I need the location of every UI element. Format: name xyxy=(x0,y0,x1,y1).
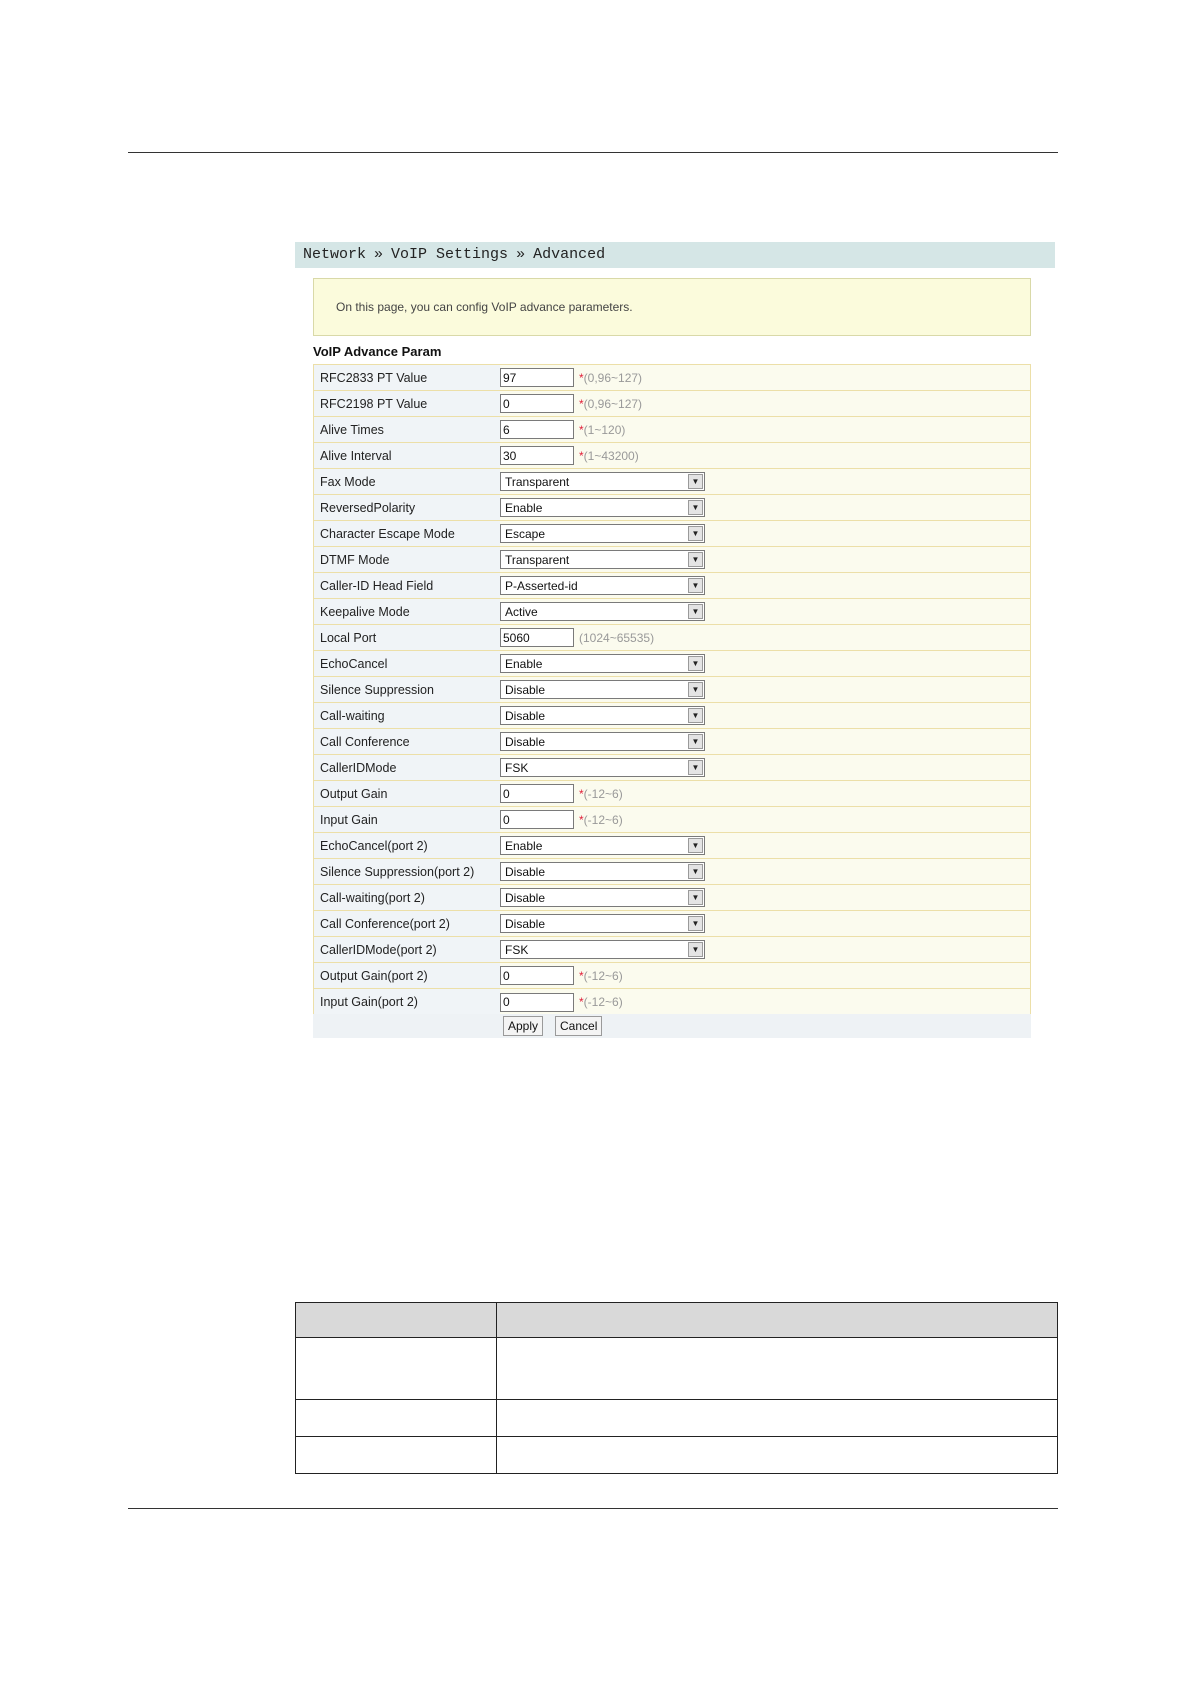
dropdown-arrow-icon[interactable]: ▼ xyxy=(688,708,703,723)
field-hint xyxy=(579,813,623,827)
field-label: CallerIDMode(port 2) xyxy=(314,937,500,962)
select-value: Enable xyxy=(505,500,543,515)
field-value-cell xyxy=(500,472,705,491)
call-conference-port-2-select[interactable] xyxy=(500,914,705,933)
table-cell xyxy=(296,1338,497,1400)
field-value-cell xyxy=(500,602,705,621)
dropdown-arrow-icon[interactable]: ▼ xyxy=(688,526,703,541)
breadcrumb-separator: » xyxy=(374,246,384,263)
section-title: VoIP Advance Param xyxy=(313,344,442,359)
keepalive-mode-select[interactable] xyxy=(500,602,705,621)
hint-range-text: (-12~6) xyxy=(583,968,623,983)
select-value: Disable xyxy=(505,734,546,749)
hint-range-text: (-12~6) xyxy=(583,786,623,801)
rfc2833-pt-value-input[interactable] xyxy=(500,368,574,387)
select-value: Disable xyxy=(505,890,546,905)
rfc2198-pt-value-input[interactable] xyxy=(500,394,574,413)
field-label: Silence Suppression(port 2) xyxy=(314,859,500,884)
output-gain-port-2-input[interactable] xyxy=(500,966,574,985)
form-row-call-conference-port-2 xyxy=(314,911,1030,937)
form-row-alive-times xyxy=(314,417,1030,443)
table-cell xyxy=(497,1437,1058,1474)
select-value: Enable xyxy=(505,838,543,853)
echocancel-port-2-select[interactable] xyxy=(500,836,705,855)
field-value-cell xyxy=(500,498,705,517)
calleridmode-select[interactable] xyxy=(500,758,705,777)
field-label: RFC2198 PT Value xyxy=(314,391,500,416)
description-table xyxy=(295,1302,1058,1474)
field-value-cell xyxy=(500,654,705,673)
table-header-cell xyxy=(497,1303,1058,1338)
form-row-echocancel-port-2 xyxy=(314,833,1030,859)
dropdown-arrow-icon[interactable]: ▼ xyxy=(688,942,703,957)
form-row-local-port xyxy=(314,625,1030,651)
table-row xyxy=(296,1437,1058,1474)
call-waiting-select[interactable] xyxy=(500,706,705,725)
field-label: Character Escape Mode xyxy=(314,521,500,546)
alive-interval-input[interactable] xyxy=(500,446,574,465)
calleridmode-port-2-select[interactable] xyxy=(500,940,705,959)
fax-mode-select[interactable] xyxy=(500,472,705,491)
table-row xyxy=(296,1338,1058,1400)
field-hint xyxy=(579,995,623,1009)
breadcrumb-network[interactable]: Network xyxy=(303,246,367,263)
form-row-call-waiting-port-2 xyxy=(314,885,1030,911)
field-label: Output Gain xyxy=(314,781,500,806)
breadcrumb-separator: » xyxy=(516,246,526,263)
table-cell xyxy=(296,1437,497,1474)
field-label: CallerIDMode xyxy=(314,755,500,780)
required-marker: * xyxy=(579,396,584,411)
field-value-cell xyxy=(500,784,623,803)
field-hint xyxy=(579,631,654,645)
input-gain-port-2-input[interactable] xyxy=(500,993,574,1012)
hint-range-text: (1~120) xyxy=(583,422,626,437)
table-cell xyxy=(497,1338,1058,1400)
table-header-cell xyxy=(296,1303,497,1338)
hint-range-text: (-12~6) xyxy=(583,812,623,827)
input-gain-input[interactable] xyxy=(500,810,574,829)
breadcrumb-advanced: Advanced xyxy=(533,246,606,263)
select-value: P-Asserted-id xyxy=(505,578,578,593)
required-marker: * xyxy=(579,448,584,463)
select-value: Disable xyxy=(505,916,546,931)
select-value: FSK xyxy=(505,942,529,957)
form-row-reversedpolarity xyxy=(314,495,1030,521)
form-row-input-gain xyxy=(314,807,1030,833)
info-box xyxy=(313,278,1031,336)
field-label: Input Gain xyxy=(314,807,500,832)
field-label: Alive Interval xyxy=(314,443,500,468)
echocancel-select[interactable] xyxy=(500,654,705,673)
form-row-keepalive-mode xyxy=(314,599,1030,625)
select-value: Escape xyxy=(505,526,546,541)
alive-times-input[interactable] xyxy=(500,420,574,439)
field-value-cell xyxy=(500,940,705,959)
button-bar xyxy=(313,1014,1031,1038)
hint-range-text: (0,96~127) xyxy=(583,370,643,385)
field-hint xyxy=(579,969,623,983)
dropdown-arrow-icon[interactable]: ▼ xyxy=(688,682,703,697)
field-hint xyxy=(579,423,625,437)
field-value-cell xyxy=(500,966,623,985)
form-row-silence-suppression-port-2 xyxy=(314,859,1030,885)
table-header-row xyxy=(296,1303,1058,1338)
form-row-input-gain-port-2 xyxy=(314,989,1030,1015)
dropdown-arrow-icon[interactable]: ▼ xyxy=(688,500,703,515)
required-marker: * xyxy=(579,995,584,1009)
field-label: Caller-ID Head Field xyxy=(314,573,500,598)
required-marker: * xyxy=(579,370,584,385)
form-row-echocancel xyxy=(314,651,1030,677)
field-value-cell xyxy=(500,914,705,933)
field-hint xyxy=(579,787,623,801)
field-label: Alive Times xyxy=(314,417,500,442)
field-value-cell xyxy=(500,446,639,465)
field-value-cell xyxy=(500,368,642,387)
dtmf-mode-select[interactable] xyxy=(500,550,705,569)
character-escape-mode-select[interactable] xyxy=(500,524,705,543)
field-label: Output Gain(port 2) xyxy=(314,963,500,988)
form-row-output-gain-port-2 xyxy=(314,963,1030,989)
form-row-caller-id-head-field xyxy=(314,573,1030,599)
field-value-cell xyxy=(500,836,705,855)
required-marker: * xyxy=(579,786,584,801)
field-value-cell xyxy=(500,706,705,725)
select-value: Enable xyxy=(505,656,543,671)
dropdown-arrow-icon[interactable]: ▼ xyxy=(688,838,703,853)
local-port-input[interactable] xyxy=(500,628,574,647)
dropdown-arrow-icon[interactable]: ▼ xyxy=(688,604,703,619)
select-value: Active xyxy=(505,604,538,619)
voip-advance-form xyxy=(313,364,1031,1016)
field-label: Call Conference(port 2) xyxy=(314,911,500,936)
field-label: Call Conference xyxy=(314,729,500,754)
form-row-fax-mode xyxy=(314,469,1030,495)
field-label: EchoCancel xyxy=(314,651,500,676)
info-text: On this page, you can config VoIP advance parameters. xyxy=(336,300,633,314)
select-value: FSK xyxy=(505,760,529,775)
form-row-character-escape-mode xyxy=(314,521,1030,547)
form-row-rfc2198-pt-value xyxy=(314,391,1030,417)
select-value: Transparent xyxy=(505,552,570,567)
call-conference-select[interactable] xyxy=(500,732,705,751)
field-value-cell xyxy=(500,680,705,699)
field-value-cell xyxy=(500,862,705,881)
field-hint xyxy=(579,397,642,411)
form-row-alive-interval xyxy=(314,443,1030,469)
field-label: Input Gain(port 2) xyxy=(314,989,500,1015)
field-value-cell xyxy=(500,758,705,777)
hint-range-text: (1024~65535) xyxy=(579,630,655,645)
field-hint xyxy=(579,371,642,385)
required-marker: * xyxy=(579,968,584,983)
table-cell xyxy=(296,1400,497,1437)
dropdown-arrow-icon[interactable]: ▼ xyxy=(688,890,703,905)
field-value-cell xyxy=(500,888,705,907)
form-row-output-gain xyxy=(314,781,1030,807)
field-label: Call-waiting xyxy=(314,703,500,728)
dropdown-arrow-icon[interactable]: ▼ xyxy=(688,578,703,593)
table-row xyxy=(296,1400,1058,1437)
field-value-cell xyxy=(500,394,642,413)
field-label: ReversedPolarity xyxy=(314,495,500,520)
form-row-call-waiting xyxy=(314,703,1030,729)
dropdown-arrow-icon[interactable]: ▼ xyxy=(688,916,703,931)
form-row-calleridmode-port-2 xyxy=(314,937,1030,963)
field-hint xyxy=(579,449,639,463)
select-value: Disable xyxy=(505,864,546,879)
voip-advanced-screenshot xyxy=(295,242,1055,1042)
form-row-rfc2833-pt-value xyxy=(314,365,1030,391)
select-value: Transparent xyxy=(505,474,570,489)
header-rule xyxy=(128,152,1058,153)
field-value-cell xyxy=(500,550,705,569)
silence-suppression-select[interactable] xyxy=(500,680,705,699)
breadcrumb xyxy=(295,242,1055,268)
field-label: RFC2833 PT Value xyxy=(314,365,500,390)
reversedpolarity-select[interactable] xyxy=(500,498,705,517)
field-label: Call-waiting(port 2) xyxy=(314,885,500,910)
required-marker: * xyxy=(579,812,584,827)
hint-range-text: (1~43200) xyxy=(583,448,639,463)
dropdown-arrow-icon[interactable]: ▼ xyxy=(688,552,703,567)
dropdown-arrow-icon[interactable]: ▼ xyxy=(688,656,703,671)
select-value: Disable xyxy=(505,682,546,697)
breadcrumb-voip-settings[interactable]: VoIP Settings xyxy=(391,246,509,263)
output-gain-input[interactable] xyxy=(500,784,574,803)
field-value-cell xyxy=(500,732,705,751)
field-value-cell xyxy=(500,524,705,543)
form-row-call-conference xyxy=(314,729,1030,755)
required-marker: * xyxy=(579,422,584,437)
field-value-cell xyxy=(500,576,705,595)
field-label: Keepalive Mode xyxy=(314,599,500,624)
hint-range-text: (-12~6) xyxy=(583,995,623,1009)
hint-range-text: (0,96~127) xyxy=(583,396,643,411)
field-value-cell xyxy=(500,993,623,1012)
field-label: DTMF Mode xyxy=(314,547,500,572)
table-cell xyxy=(497,1400,1058,1437)
form-row-dtmf-mode xyxy=(314,547,1030,573)
field-value-cell xyxy=(500,628,654,647)
field-value-cell xyxy=(500,810,623,829)
call-waiting-port-2-select[interactable] xyxy=(500,888,705,907)
field-label: Silence Suppression xyxy=(314,677,500,702)
dropdown-arrow-icon[interactable]: ▼ xyxy=(688,864,703,879)
footer-rule xyxy=(128,1508,1058,1509)
dropdown-arrow-icon[interactable]: ▼ xyxy=(688,760,703,775)
apply-button[interactable]: Apply xyxy=(503,1016,543,1036)
field-value-cell xyxy=(500,420,625,439)
form-row-calleridmode xyxy=(314,755,1030,781)
form-row-silence-suppression xyxy=(314,677,1030,703)
dropdown-arrow-icon[interactable]: ▼ xyxy=(688,474,703,489)
silence-suppression-port-2-select[interactable] xyxy=(500,862,705,881)
caller-id-head-field-select[interactable] xyxy=(500,576,705,595)
cancel-button[interactable]: Cancel xyxy=(555,1016,602,1036)
select-value: Disable xyxy=(505,708,546,723)
field-label: Fax Mode xyxy=(314,469,500,494)
field-label: EchoCancel(port 2) xyxy=(314,833,500,858)
field-label: Local Port xyxy=(314,625,500,650)
dropdown-arrow-icon[interactable]: ▼ xyxy=(688,734,703,749)
